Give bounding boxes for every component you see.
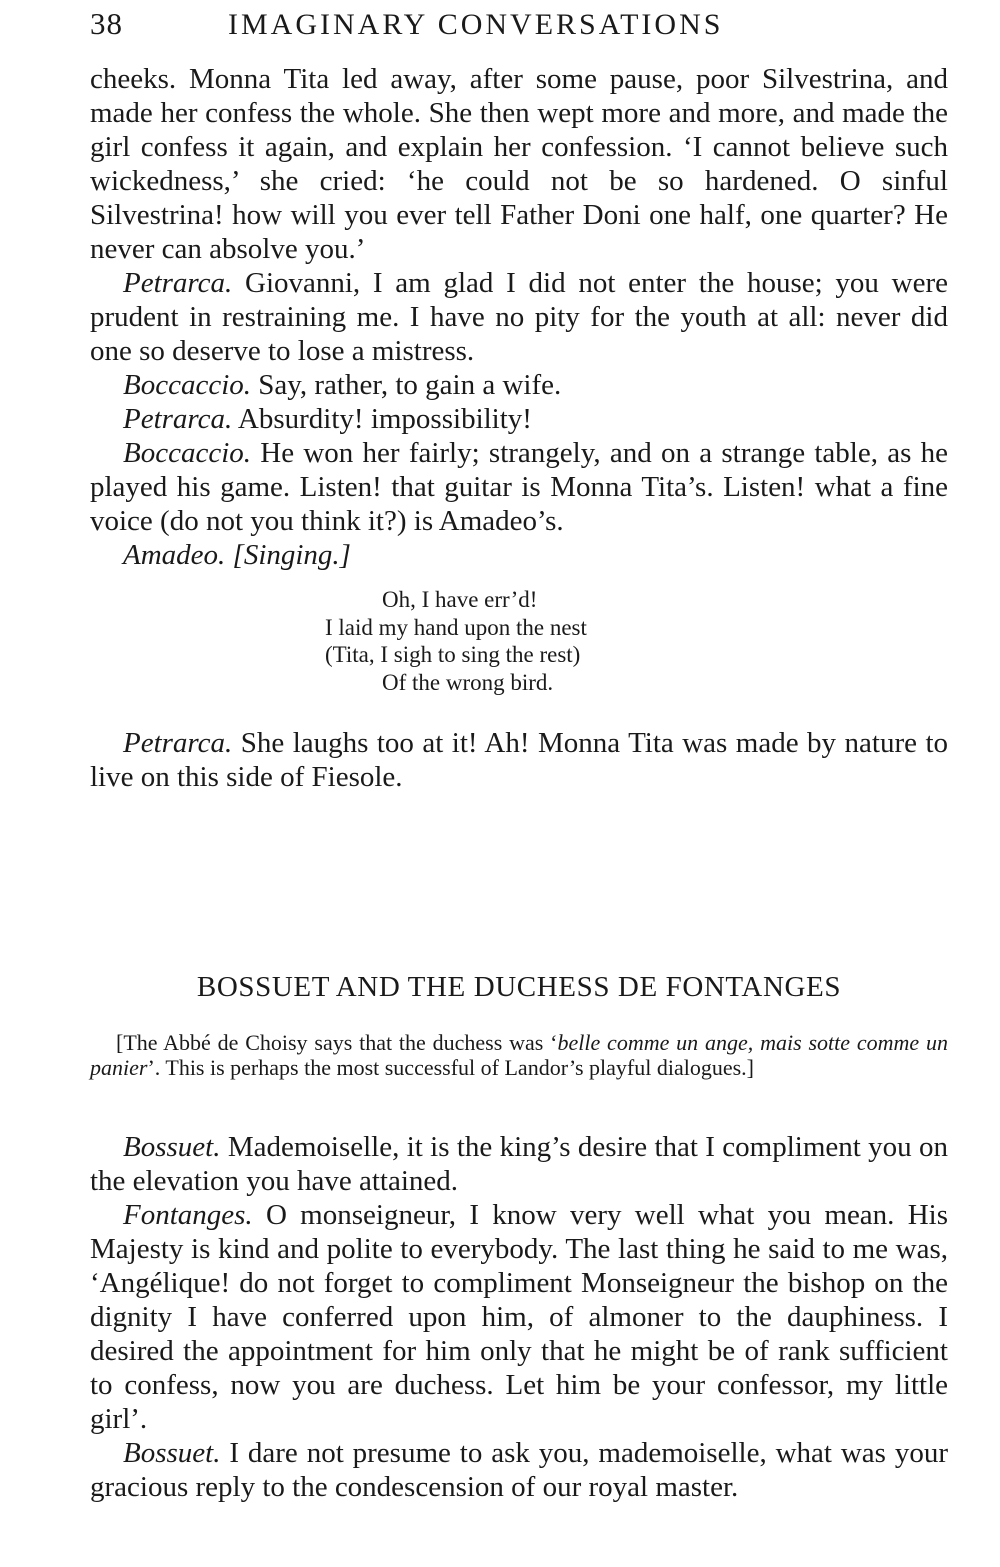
speech: He won her fairly; strangely, and on a strange table, as he played his game. Listen! that guitar is Monna Tita’s. Listen! what a fine voice (do not you think it?) is Amadeo’s.	[90, 437, 948, 537]
editorial-note	[90, 1030, 948, 1080]
dialogue-line	[90, 1198, 948, 1436]
dialogue-line	[90, 1436, 948, 1504]
speech: Absurdity! impossibility!	[232, 403, 532, 435]
note-text	[90, 1030, 948, 1080]
note-part: ’. This is perhaps the most successful of Landor’s playful dialogues.]	[147, 1055, 754, 1080]
speech: O monseigneur, I know very well what you mean. His Majesty is kind and polite to everybody. The last thing he said to me was, ‘Angélique! do not forget to compliment Monseigneur the bishop on the dignity I have conferred upon him, of almoner to the dauphiness. I desired the appointment for him only that he might be of rank sufficient to confess, now you are duchess. Let him be your confessor, my little girl’.	[90, 1199, 948, 1435]
dialogue-line	[90, 1130, 948, 1198]
dialogue-line	[90, 266, 948, 368]
speaker-name: Petrarca.	[123, 267, 233, 299]
speech: Mademoiselle, it is the king’s desire that I compliment you on the elevation you have attained.	[90, 1131, 948, 1197]
verse-line: (Tita, I sigh to sing the rest)	[325, 642, 581, 667]
speech: I dare not presume to ask you, mademoiselle, what was your gracious reply to the condescension of our royal master.	[90, 1437, 948, 1503]
speaker-name: Petrarca.	[123, 403, 233, 435]
section-title: BOSSUET AND THE DUCHESS DE FONTANGES	[196, 971, 842, 1003]
verse-line: I laid my hand upon the nest	[325, 614, 587, 640]
dialogue-line	[90, 436, 948, 538]
stage-direction: [Singing.]	[225, 539, 351, 571]
verse-line: Oh, I have err’d!	[382, 587, 538, 612]
song-verse	[90, 586, 948, 696]
french-quotation: belle comme un ange, mais sotte comme un panier	[90, 1030, 948, 1080]
dialogue-line	[90, 368, 948, 402]
speaker-name: Boccaccio.	[123, 369, 252, 401]
speaker-name: Bossuet.	[123, 1437, 221, 1469]
speech: Say, rather, to gain a wife.	[251, 369, 562, 401]
speaker-name: Amadeo.	[123, 539, 226, 571]
verse-line: Of the wrong bird.	[382, 669, 554, 695]
speaker-name: Fontanges.	[123, 1199, 253, 1231]
speaker-name: Bossuet.	[123, 1131, 221, 1163]
paragraph: cheeks. Monna Tita led away, after some pause, poor Silvestrina, and made her confess the whole. She then wept more and more, and made the girl confess it again, and explain her confession. ‘I cannot believe such wickedness,’ she cried: ‘he could not be so hardened. O sinful Silvestrina! how will you ever tell Father Doni one half, one quarter? He never can absolve you.’	[90, 63, 948, 265]
note-part: [The Abbé de Choisy says that the duchess was ‘	[116, 1030, 558, 1055]
running-title: IMAGINARY CONVERSATIONS	[228, 8, 724, 41]
speaker-name: Petrarca.	[123, 727, 233, 759]
speaker-name: Boccaccio.	[123, 437, 252, 469]
dialogue-line	[90, 726, 948, 794]
dialogue-continued	[90, 62, 948, 794]
dialogue-line	[90, 402, 948, 436]
dialogue-line	[90, 538, 948, 572]
page-number: 38	[90, 6, 123, 41]
dialogue-bossuet-fontanges	[90, 1130, 948, 1504]
speech: Giovanni, I am glad I did not enter the house; you were prudent in restraining me. I have no pity for the youth at all: never did one so deserve to lose a mistress.	[90, 267, 948, 367]
running-header	[90, 6, 948, 46]
speech: She laughs too at it! Ah! Monna Tita was made by nature to live on this side of Fiesole.	[90, 727, 948, 793]
